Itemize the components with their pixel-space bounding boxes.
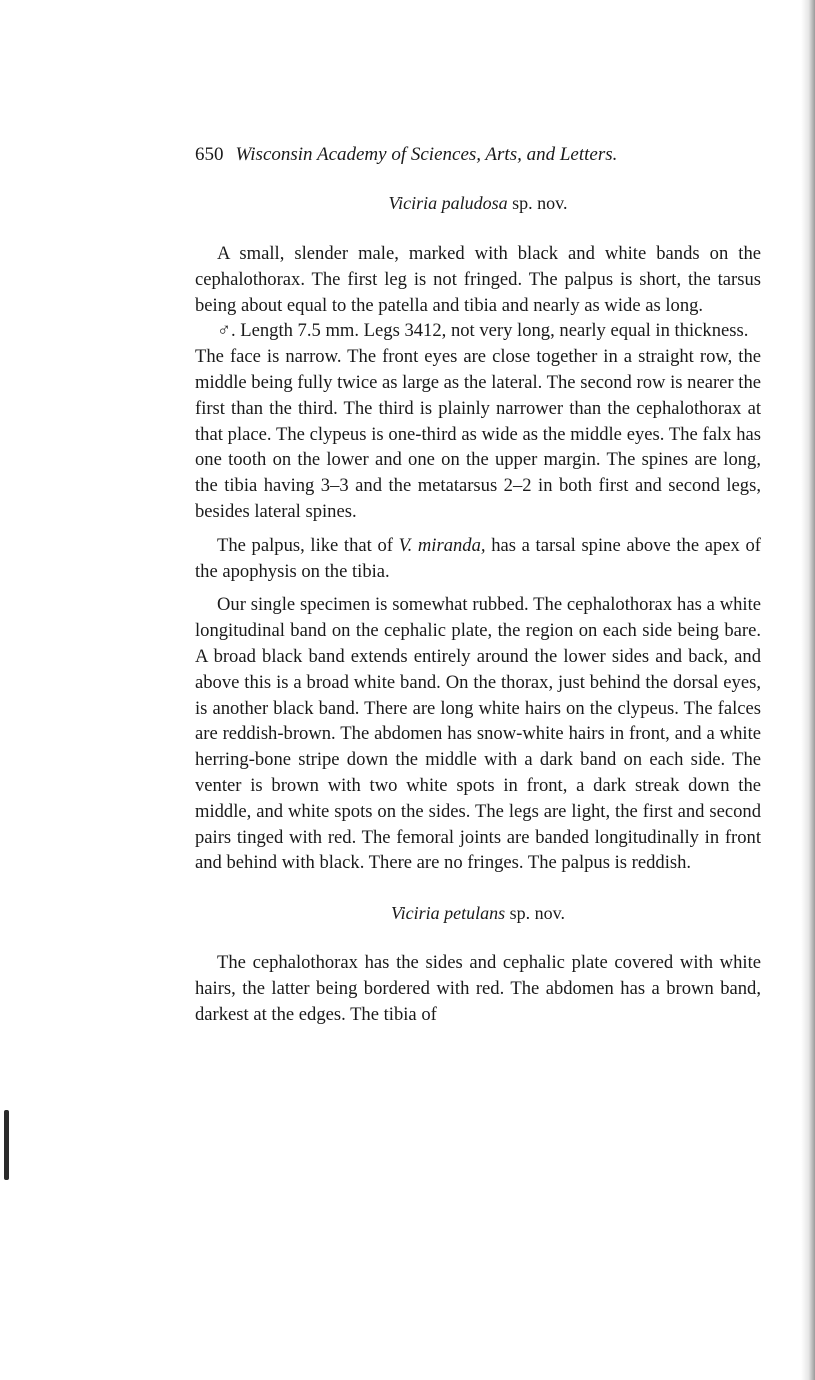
- page-number: 650: [195, 144, 224, 165]
- species-suffix: sp. nov.: [512, 193, 568, 213]
- journal-title: Wisconsin Academy of Sciences, Arts, and Letters.: [235, 144, 618, 165]
- page-body: [195, 140, 761, 1028]
- palpus-text-end: has a tarsal spine above the apex of the apophysis on the tibia.: [195, 534, 761, 582]
- paragraph-eyes: The face is narrow. The front eyes are close together in a straight row, the middle being fully twice as large as the lateral. The second row is nearer the first than the third. The third is plainly narrower than the cephalothorax at that place. The clypeus is one-third as wide as the middle eyes. The falx has one tooth on the lower and one on the upper margin. The spines are long, the tibia having 3–3 and the metatarsus 2–2 in both first and second legs, besides lateral spines.: [195, 346, 761, 522]
- binding-mark: [4, 1110, 9, 1180]
- paragraph-coloration: Our single specimen is somewhat rubbed. The cephalothorax has a white longitudinal band on the cephalic plate, the region on each side being bare. A broad black band extends entirely around the lower sides and back, and above this is a broad white band. On the thorax, just behind the dorsal eyes, is another black band. There are long white hairs on the clypeus. The falces are reddish-brown. The abdomen has snow-white hairs in front, and a white herring-bone stripe down the middle with a dark band on each side. The venter is brown with two white spots in front, a dark streak down the middle, and white spots on the sides. The legs are light, the first and second pairs tinged with red. The femoral joints are banded longitudinally in front and behind with black. There are no fringes. The palpus is reddish.: [195, 594, 761, 874]
- section-title-paludosa: [195, 190, 761, 216]
- species-name-2: Viciria petulans: [391, 903, 506, 924]
- paragraph-description: A small, slender male, marked with black and white bands on the cephalothorax. The first leg is not fringed. The palpus is short, the tarsus being about equal to the patella and tibia and nearly as wide as long.: [195, 243, 761, 316]
- paragraph-measurements: ♂. Length 7.5 mm. Legs 3412, not very long, nearly equal in thickness.: [217, 320, 749, 342]
- paragraph-palpus: [195, 533, 761, 585]
- palpus-text-start: The palpus, like that of: [217, 534, 399, 556]
- page-edge-shadow: [801, 0, 815, 1380]
- species-suffix-2: sp. nov.: [509, 903, 565, 924]
- paragraph-petulans: The cephalothorax has the sides and cephalic plate covered with white hairs, the latter being bordered with red. The abdomen has a brown band, darkest at the edges. The tibia of: [195, 952, 761, 1025]
- section-title-petulans: [195, 900, 761, 926]
- palpus-species-ref: V. miranda,: [398, 534, 486, 556]
- running-header: [195, 140, 761, 170]
- species-name: Viciria paludosa: [388, 193, 508, 213]
